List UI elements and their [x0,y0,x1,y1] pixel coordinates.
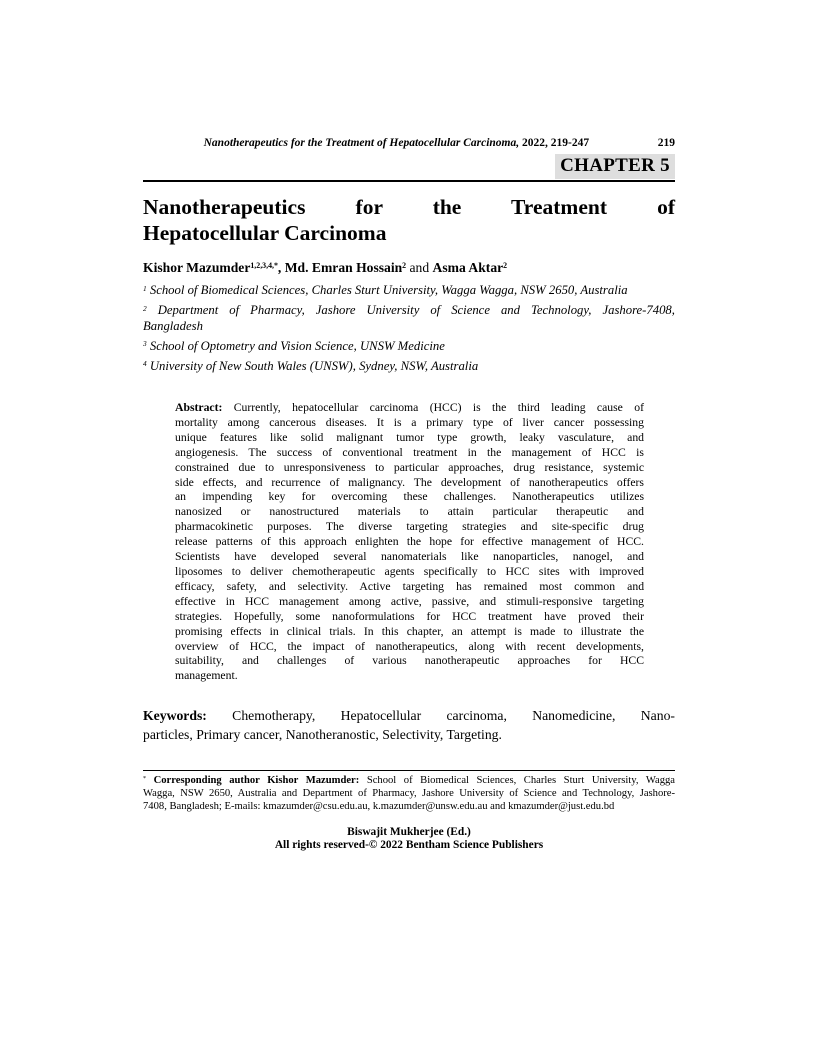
authors-line: Kishor Mazumder$^{1,2,3,4,*}$, Md. Emran Hossain$^2$ and Asma Aktar$^2$ [143,260,508,275]
chapter-title: Nanotherapeutics for the Treatment of Hepatocellular Carcinoma [143,195,675,245]
affiliation-3: $^3$ School of Optometry and Vision Science, UNSW Medicine [143,338,445,353]
footnote-rule [143,770,675,771]
editor-line: Biswajit Mukherjee (Ed.) [347,825,471,838]
chapter-row [143,154,675,179]
affiliations [143,283,675,374]
publisher-footer [143,826,675,852]
page-number: 219 [657,137,675,149]
chapter-badge: CHAPTER 5 [555,154,675,179]
running-head-title: Nanotherapeutics for the Treatment of Hepatocellular Carcinoma, 2022, 219-247 [203,137,590,149]
abstract-paragraph: Abstract: Currently, hepatocellular carcinoma (HCC) is the third leading cause of mortality among cancerous diseases. It is a primary type of liver cancer possessing unique features like solid malignant tumor type growth, leaky vasculature, and angiogenesis. The success of conventional treatment in the management of HCC is constrained due to unresponsiveness to particular approaches, drug resistance, systemic side effects, and recurrence of malignancy. The development of nanotherapeutics offers an impending key for overcoming these challenges. Nanotherapeutics utilizes nanosized or nanostructured materials to attain particular therapeutic and pharmacokinetic purposes. The diverse targeting strategies and site-specific drug release patterns of this approach enlighten the hope for effective management of HCC. Scientists have developed several nanomaterials like nanoparticles, nanogel, and liposomes to deliver chemotherapeutic agents specifically to HCC sites with improved efficacy, safety, and selectivity. Active targeting has remained most common and effective in HCC management among active, passive, and stimuli-responsive targeting strategies. Hopefully, some nanoformulations for HCC treatment have proved their promising effects in clinical trials. In this chapter, an attempt is made to illustrate the overview of HCC, the impact of nanotherapeutics, along with recent developments, suitability, and challenges of various nanotherapeutic approaches for HCC management. [175,401,645,683]
affiliation-4: $^4$ University of New South Wales (UNSW), Sydney, NSW, Australia [143,358,479,373]
affiliation-1: $^1$ School of Biomedical Sciences, Charles Sturt University, Wagga Wagga, NSW 2650, Australia [143,283,628,297]
rights-line: All rights reserved-© 2022 Bentham Science Publishers [274,838,544,851]
corresponding-author-footnote: * Corresponding author Kishor Mazumder: School of Biomedical Sciences, Charles Sturt University, Wagga Wagga, NSW 2650, Australia and Department of Pharmacy, Jashore University of Science and Technology, Jashore- 7408, Bangladesh; E-mails: kmazumder@csu.edu.au, k.mazumder@unsw.edu.au and kmazumder@just.edu.bd [143,774,676,813]
affiliation-2: $^2$ Department of Pharmacy, Jashore University of Science and Technology, Jashore-7408, Bangladesh [143,303,675,333]
running-head [143,137,675,149]
header-rule [143,180,675,182]
keywords-paragraph: Keywords: Chemotherapy, Hepatocellular carcinoma, Nanomedicine, Nano- particles, Primary cancer, Nanotheranostic, Selectivity, Targeting. [143,708,675,742]
